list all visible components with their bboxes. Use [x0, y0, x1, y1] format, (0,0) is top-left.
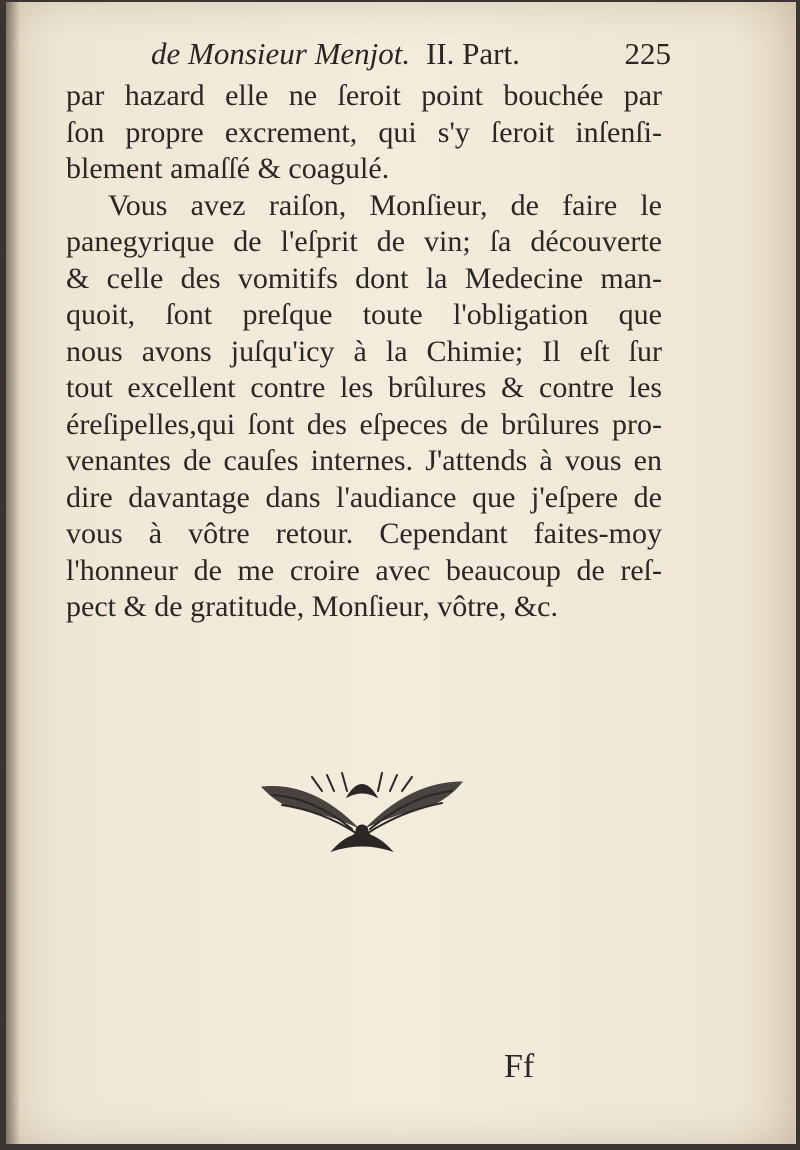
text-line: par hazard elle ne ſeroit point bouchée par: [66, 79, 662, 112]
text-line: pect & de gratitude, Monſieur, vôtre, &c.: [66, 590, 558, 623]
running-title: de Monsieur Menjot.: [151, 36, 411, 71]
gutter-shadow: [6, 2, 20, 1144]
signature-mark: Ff: [504, 1048, 535, 1085]
book-page: [6, 2, 796, 1144]
page-number: 225: [624, 36, 671, 71]
floral-tailpiece-ornament-icon: [252, 767, 472, 857]
text-line: dire davantage dans l'audiance que j'eſpere de: [66, 480, 662, 514]
text-line: éreſipelles,qui ſont des eſpeces de brûlures pro-: [66, 407, 662, 441]
running-header: [151, 36, 671, 82]
text-line: blement amaſſé & coagulé.: [66, 152, 390, 185]
text-line: panegyrique de l'eſprit de vin; ſa découverte: [66, 225, 662, 258]
text-line: Vous avez raiſon, Monſieur, de faire le: [108, 188, 662, 222]
text-line: nous avons juſqu'icy à la Chimie; Il eſt ſur: [66, 334, 662, 368]
text-line: ſon propre excrement, qui s'y ſeroit inſenſi-: [66, 115, 662, 149]
text-line: vous à vôtre retour. Cependant faites-moy: [66, 517, 662, 550]
text-line: quoit, ſont preſque toute l'obligation que: [66, 298, 662, 331]
text-line: l'honneur de me croire avec beaucoup de reſ-: [66, 553, 662, 587]
part-label: II. Part.: [426, 36, 520, 71]
text-line: venantes de cauſes internes. J'attends à vous en: [66, 444, 662, 477]
text-line: tout excellent contre les brûlures & contre les: [66, 371, 662, 404]
body-text: [66, 78, 662, 626]
text-line: & celle des vomitifs dont la Medecine man-: [66, 261, 662, 295]
